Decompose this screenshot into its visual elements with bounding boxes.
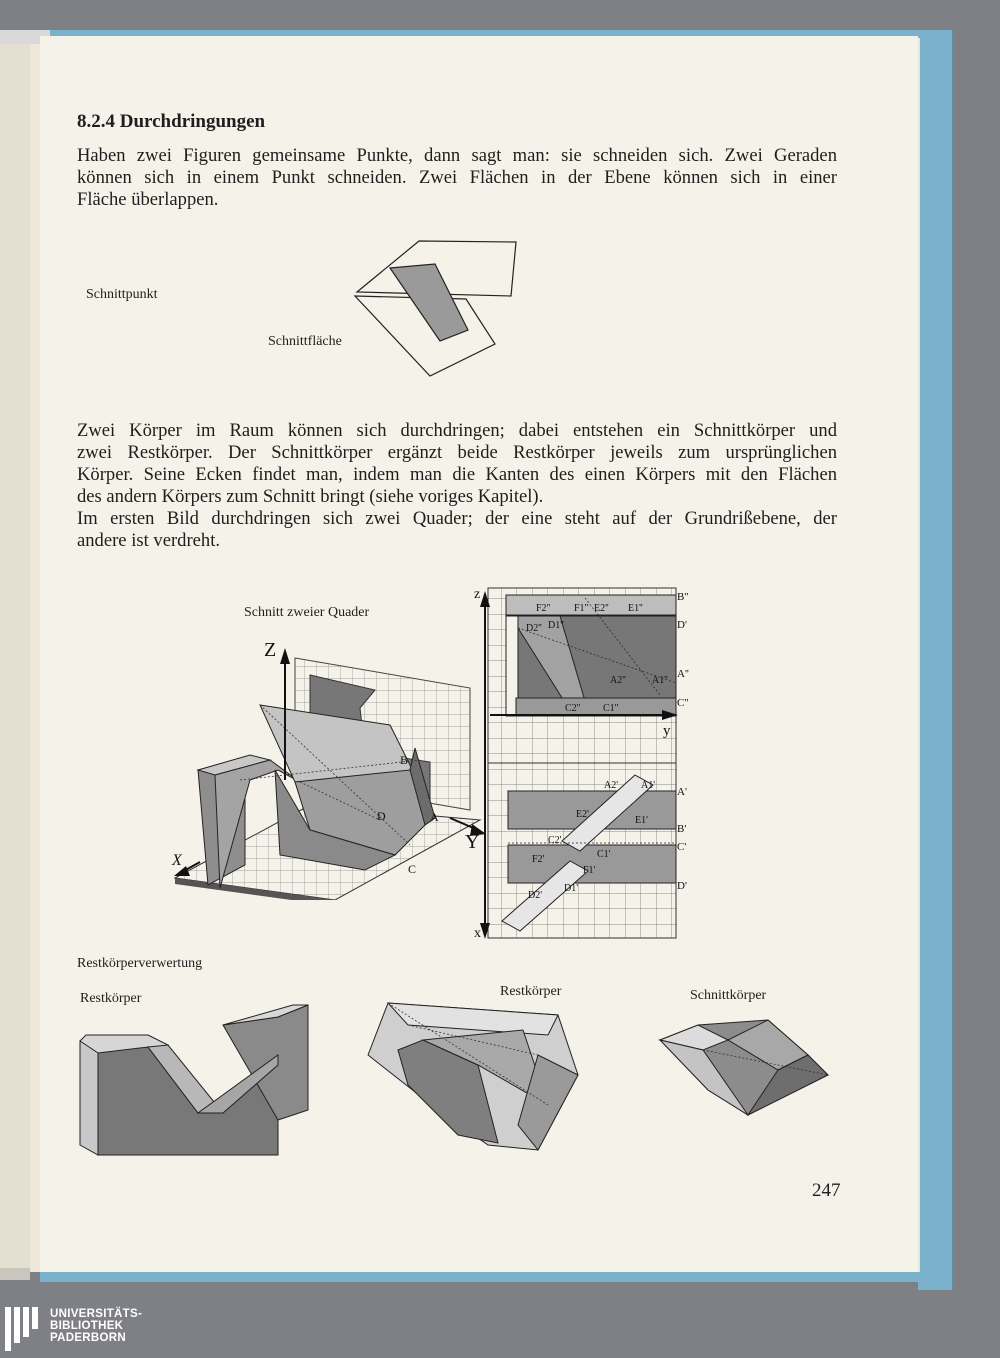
proj-point-label: E1'' [628, 603, 643, 614]
label-schnittpunkt: Schnittpunkt [86, 287, 158, 302]
footer-line2: BIBLIOTHEK [50, 1320, 124, 1332]
cuboid-intersection-figure [160, 630, 490, 900]
axis-y-label: Y [465, 831, 480, 853]
proj-point-label: D1'' [548, 620, 564, 631]
remainder-body-left [80, 1005, 308, 1155]
proj-axis-x: x [474, 926, 481, 941]
label-restkoerper-left: Restkörper [80, 991, 142, 1006]
proj-right-label: D' [677, 619, 687, 631]
paragraph-line: Körper. Seine Ecken findet man, indem man die Kanten des einen Körpers mit den Flächen [77, 464, 837, 485]
proj-right-label: D' [677, 880, 687, 892]
caption-restkoerperverwertung: Restkörperverwertung [77, 956, 203, 971]
remainder-body-middle [368, 1003, 578, 1150]
proj-point-label: E2'' [594, 603, 609, 614]
overlap-area [390, 264, 468, 341]
proj-point-label: F1' [583, 865, 596, 876]
footer-bar [0, 1290, 1000, 1358]
paragraph-line: Haben zwei Figuren gemeinsame Punkte, dann sagt man: sie schneiden sich. Zwei Geraden [77, 145, 837, 166]
proj-point-label: A1' [641, 780, 656, 791]
point-label-d: D [377, 809, 386, 823]
paragraph-intro [77, 145, 837, 211]
overlap-figure [350, 236, 525, 382]
proj-point-label: A2' [604, 780, 619, 791]
remainder-bodies-figure [78, 995, 838, 1160]
label-schnittkoerper: Schnittkörper [690, 988, 767, 1003]
paragraph-line: können sich in einem Punkt schneiden. Zwei Flächen in der Ebene können sich in einer [77, 167, 837, 188]
library-logo-icon [5, 1307, 45, 1351]
section-heading: 8.2.4 Durchdringungen [77, 111, 266, 132]
proj-axis-y: y [663, 723, 671, 739]
paragraph-line: andere ist verdreht. [77, 530, 221, 551]
proj-point-label: D2' [528, 890, 543, 901]
paragraph-main [77, 420, 837, 552]
proj-right-label: A' [677, 786, 687, 798]
footer-line1: UNIVERSITÄTS- [50, 1308, 143, 1320]
proj-right-label: C'' [677, 697, 689, 709]
proj-point-label: C2' [548, 835, 562, 846]
proj-right-label: C' [677, 841, 687, 853]
proj-point-label: C2'' [565, 703, 581, 714]
point-label-a: A [430, 810, 439, 824]
proj-point-label: F1'' [574, 603, 589, 614]
proj-point-label: C1'' [603, 703, 619, 714]
proj-right-label: B'' [677, 591, 689, 603]
proj-point-label: E1' [635, 815, 648, 826]
point-label-c: C [408, 862, 417, 876]
label-schnittflaeche: Schnittfläche [268, 334, 342, 349]
paragraph-line: zwei Restkörper. Der Schnittkörper ergänzt beide Restkörper jeweils zum ursprünglichen [77, 442, 837, 463]
proj-right-label: B' [677, 823, 687, 835]
axis-x-label: X [172, 852, 182, 869]
footer-line3: PADERBORN [50, 1332, 126, 1344]
axis-z-label: Z [264, 639, 277, 661]
projection-figure [470, 583, 700, 943]
proj-point-label: F2' [532, 854, 545, 865]
proj-point-label: A1'' [652, 675, 668, 686]
paragraph-line: des andern Körpers zum Schnitt bringt (siehe voriges Kapitel). [77, 486, 544, 507]
paragraph-line: Fläche überlappen. [77, 189, 219, 210]
paragraph-line: Im ersten Bild durchdringen sich zwei Quader; der eine steht auf der Grundrißebene, der [77, 508, 837, 529]
figure2-title: Schnitt zweier Quader [244, 605, 370, 620]
proj-point-label: F2'' [536, 603, 551, 614]
point-label-b: B [400, 753, 409, 767]
intersection-body [660, 1020, 828, 1115]
page-number: 247 [812, 1180, 841, 1201]
proj-point-label: D2'' [526, 623, 542, 634]
proj-point-label: E2' [576, 809, 589, 820]
proj-point-label: C1' [597, 849, 611, 860]
proj-point-label: D1' [564, 883, 579, 894]
proj-axis-z: z [474, 587, 481, 602]
proj-point-label: A2'' [610, 675, 626, 686]
paragraph-line: Zwei Körper im Raum können sich durchdringen; dabei entstehen ein Schnittkörper und [77, 420, 837, 441]
label-restkoerper-middle: Restkörper [500, 984, 562, 999]
proj-right-label: A'' [677, 668, 689, 680]
